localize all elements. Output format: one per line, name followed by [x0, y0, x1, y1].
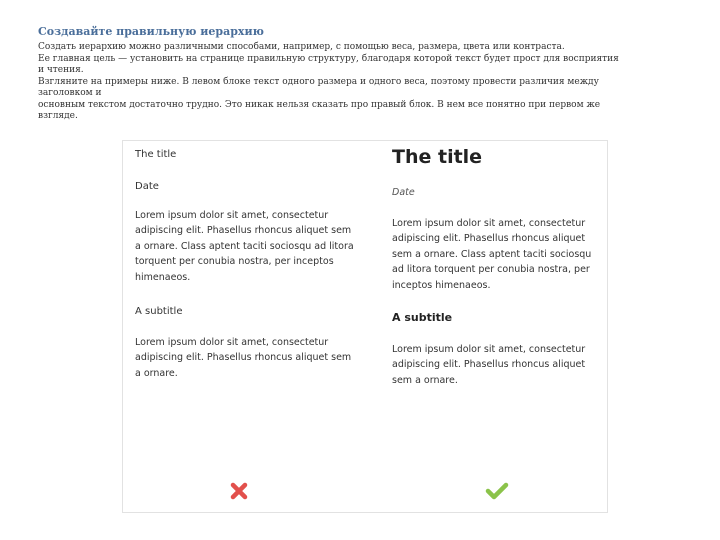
- body-line: взгляде.: [38, 111, 78, 121]
- checkmark-icon: [485, 481, 509, 505]
- comparison-figure: [122, 140, 608, 513]
- body-line: заголовком и: [38, 88, 102, 98]
- good-example-title: The title: [392, 146, 483, 168]
- body-text: [38, 42, 668, 123]
- section-heading: Создавайте правильную иерархию: [38, 25, 264, 38]
- bad-example-paragraph: Lorem ipsum dolor sit amet, consectetur adipiscing elit. Phasellus rhoncus aliquet sem a ornare. Class aptent taciti sociosqu ad litora torquent per conubia nostra, per inceptos himenaeos.: [135, 210, 354, 283]
- bad-example-title: The title: [135, 149, 177, 160]
- cross-icon: [229, 481, 249, 505]
- body-line: Ее главная цель — установить на странице правильную структуру, благодаря которой текст будет прост для восприятия: [38, 53, 619, 64]
- good-example-date: Date: [392, 187, 415, 198]
- body-line: и чтения.: [38, 65, 84, 75]
- bad-example-subtitle: A subtitle: [135, 306, 183, 317]
- bad-example-paragraph: Lorem ipsum dolor sit amet, consectetur adipiscing elit. Phasellus rhoncus aliquet sem a ornare.: [135, 337, 352, 379]
- body-line: Создать иерархию можно различными способами, например, с помощью веса, размера, цвета или контраста.: [38, 42, 565, 52]
- bad-example-date: Date: [135, 181, 159, 192]
- body-line: Взгляните на примеры ниже. В левом блоке текст одного размера и одного веса, поэтому провести различия между: [38, 76, 599, 87]
- good-example-paragraph: Lorem ipsum dolor sit amet, consectetur adipiscing elit. Phasellus rhoncus aliquet sem a ornare.: [392, 344, 586, 386]
- good-example-subtitle: A subtitle: [392, 311, 453, 324]
- good-example-paragraph: Lorem ipsum dolor sit amet, consectetur adipiscing elit. Phasellus rhoncus aliquet sem a ornare. Class aptent taciti sociosqu ad litora torquent per conubia nostra, per inceptos himenaeos.: [392, 218, 592, 291]
- body-line: основным текстом достаточно трудно. Это никак нельзя сказать про правый блок. В нем все понятно при первом же: [38, 99, 601, 110]
